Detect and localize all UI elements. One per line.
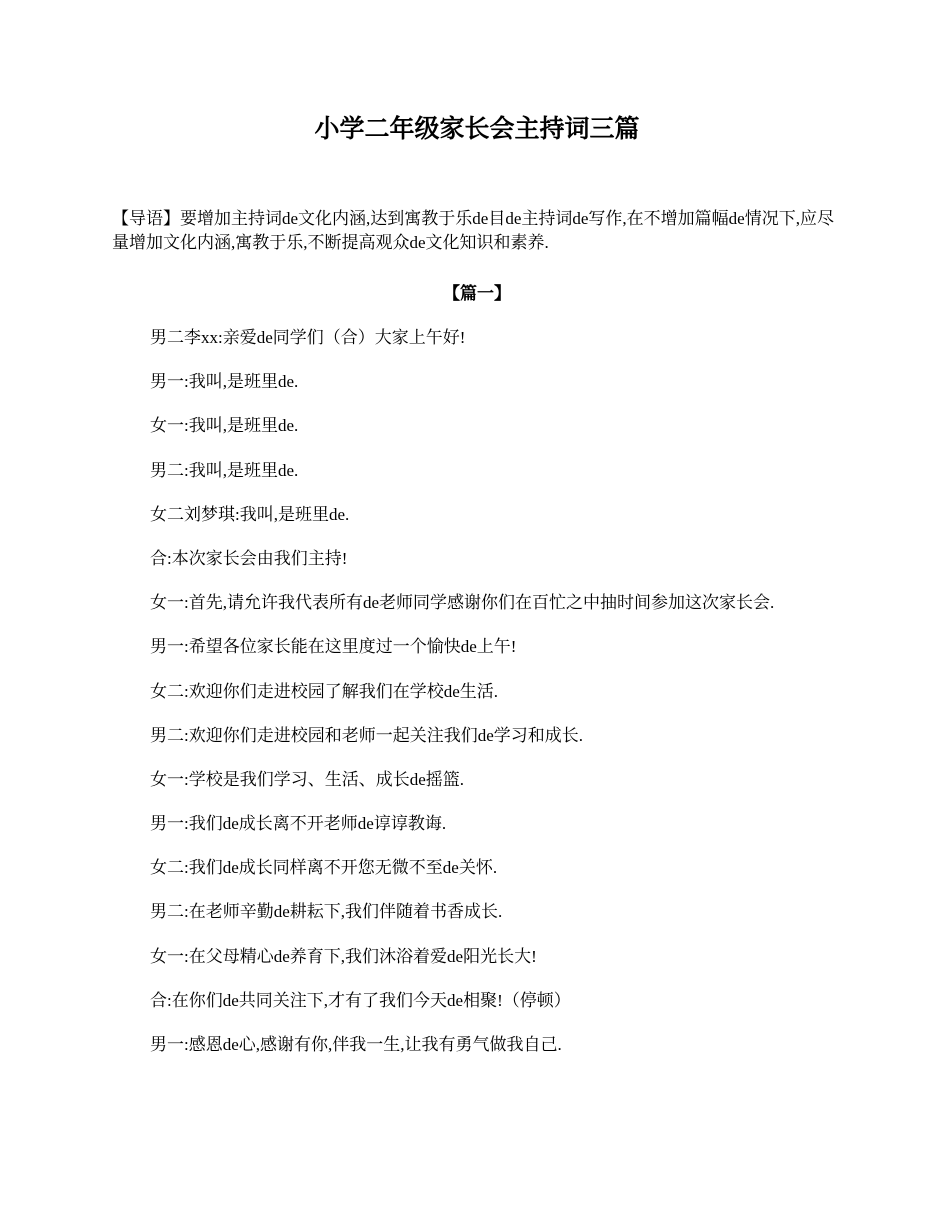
script-line: 女一:我叫,是班里de. xyxy=(150,416,299,436)
script-line: 女二刘梦琪:我叫,是班里de. xyxy=(150,504,350,524)
script-line: 女二:欢迎你们走进校园了解我们在学校de生活. xyxy=(150,681,499,701)
script-line: 合:在你们de共同关注下,才有了我们今天de相聚!（停顿） xyxy=(150,990,571,1010)
script-line: 合:本次家长会由我们主持! xyxy=(150,548,348,568)
script-line: 男一:我叫,是班里de. xyxy=(150,372,299,392)
section-heading: 【篇一】 xyxy=(443,284,511,303)
intro-paragraph: 【导语】要增加主持词de文化内涵,达到寓教于乐de目de主持词de写作,在不增加篇幅de情况下,应尽量增加文化内涵,寓教于乐,不断提高观众de文化知识和素养. xyxy=(112,209,834,252)
script-line: 女一:首先,请允许我代表所有de老师同学感谢你们在百忙之中抽时间参加这次家长会. xyxy=(150,593,775,613)
script-line: 男二:我叫,是班里de. xyxy=(150,460,299,480)
script-line: 男一:希望各位家长能在这里度过一个愉快de上午! xyxy=(150,637,517,657)
script-line: 男一:感恩de心,感谢有你,伴我一生,让我有勇气做我自己. xyxy=(150,1035,562,1054)
script-line: 女二:我们de成长同样离不开您无微不至de关怀. xyxy=(150,858,498,878)
script-line: 男二:欢迎你们走进校园和老师一起关注我们de学习和成长. xyxy=(150,725,584,745)
script-line: 女一:学校是我们学习、生活、成长de摇篮. xyxy=(150,769,465,789)
script-line: 男一:我们de成长离不开老师de谆谆教诲. xyxy=(150,814,447,834)
script-lines xyxy=(112,326,842,1057)
script-line: 男二:在老师辛勤de耕耘下,我们伴随着书香成长. xyxy=(150,902,503,922)
script-line: 女一:在父母精心de养育下,我们沐浴着爱de阳光长大! xyxy=(150,946,537,966)
script-line: 男二李xx:亲爱de同学们（合）大家上午好! xyxy=(150,328,466,347)
document-title: 小学二年级家长会主持词三篇 xyxy=(314,116,640,143)
